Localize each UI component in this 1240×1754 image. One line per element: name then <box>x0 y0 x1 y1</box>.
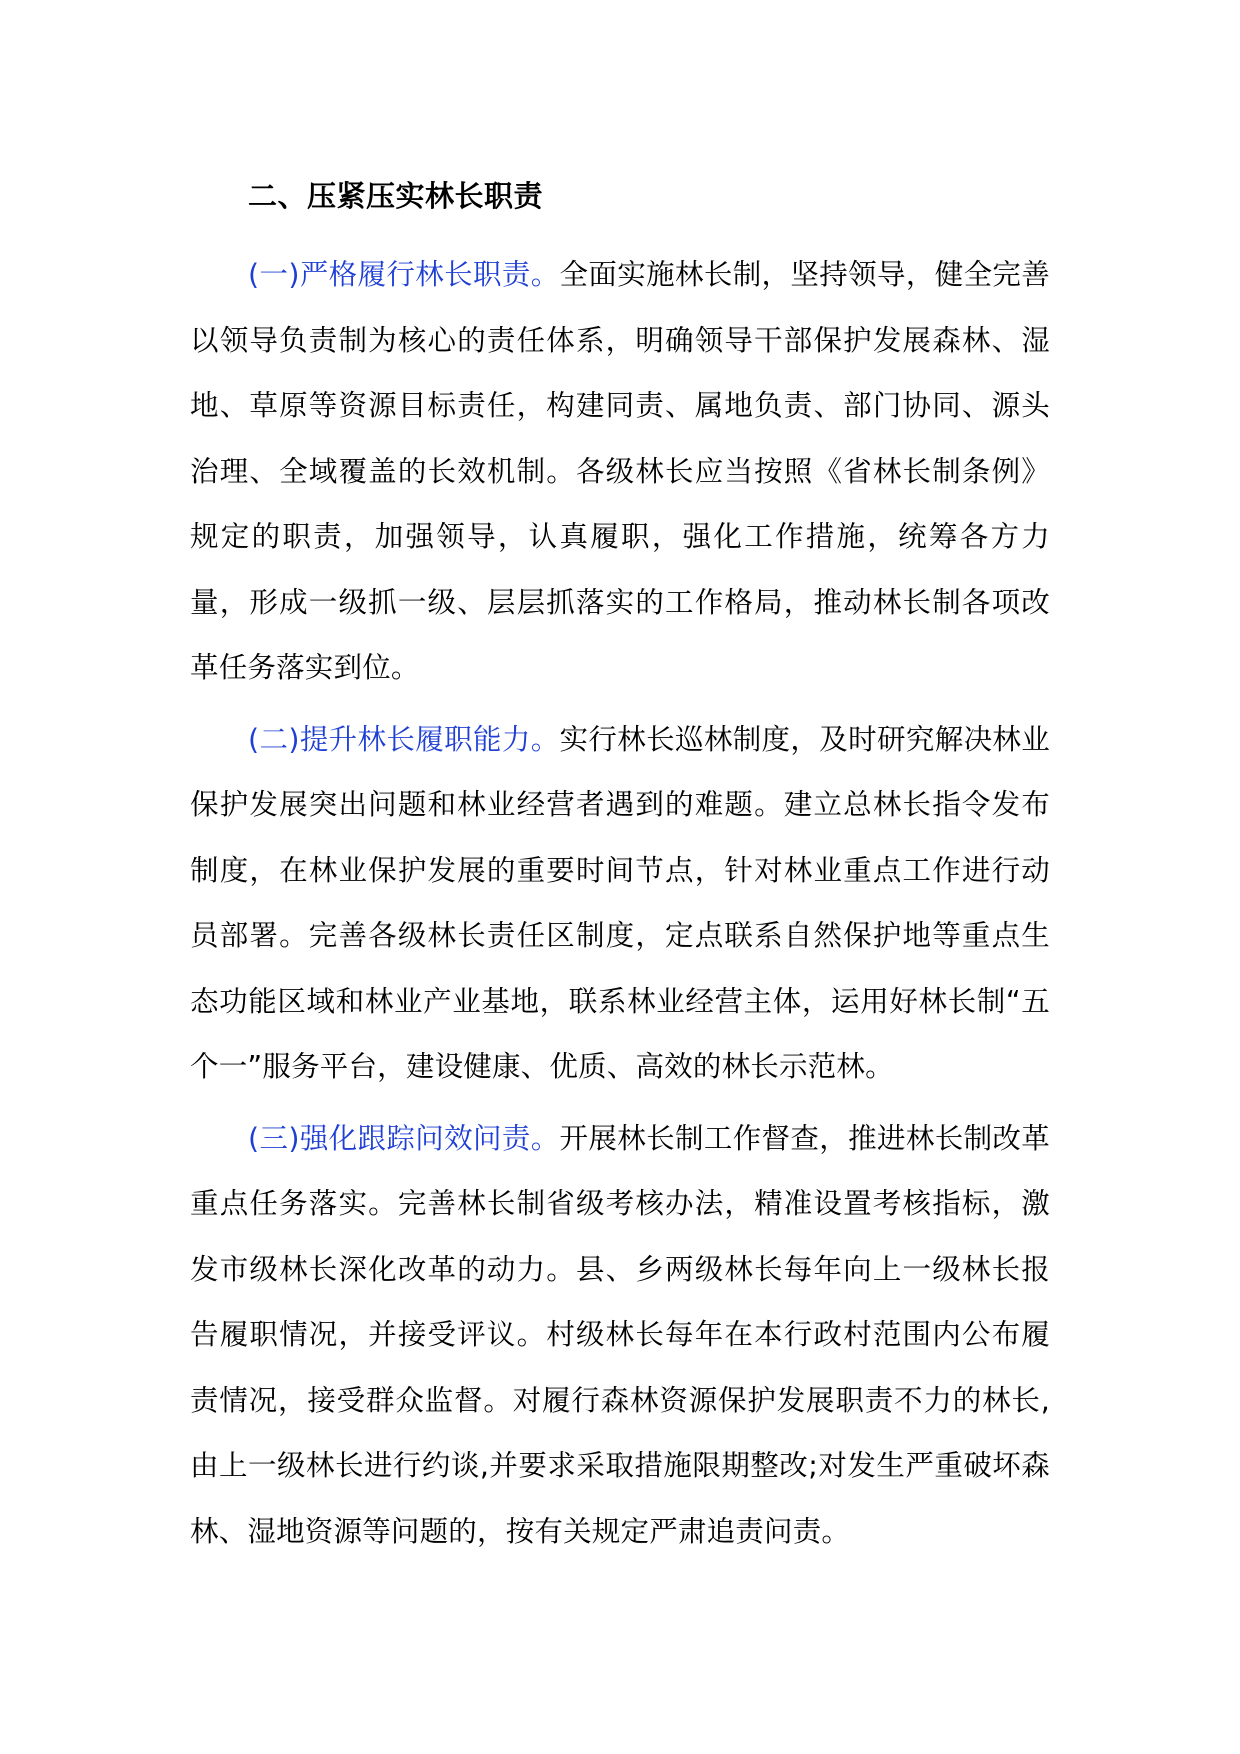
paragraph-1 <box>190 242 1050 701</box>
paragraph-3-text: 开展林长制工作督查，推进林长制改革重点任务落实。完善林长制省级考核办法，精准设置考核指标，激发市级林长深化改革的动力。县、乡两级林长每年向上一级林长报告履职情况，并接受评议。村级林长每年在本行政村范围内公布履责情况，接受群众监督。对履行森林资源保护发展职责不力的林长,由上一级林长进行约谈,并要求采取措施限期整改;对发生严重破坏森林、湿地资源等问题的，按有关规定严肃追责问责。 <box>190 1121 1050 1548</box>
paragraph-1-text: 全面实施林长制，坚持领导，健全完善以领导负责制为核心的责任体系，明确领导干部保护发展森林、湿地、草原等资源目标责任，构建同责、属地负责、部门协同、源头治理、全域覆盖的长效机制。各级林长应当按照《省林长制条例》规定的职责，加强领导，认真履职，强化工作措施，统筹各方力量，形成一级抓一级、层层抓落实的工作格局，推动林长制各项改革任务落实到位。 <box>190 258 1050 684</box>
paragraph-2 <box>190 707 1050 1100</box>
paragraph-2-text: 实行林长巡林制度，及时研究解决林业保护发展突出问题和林业经营者遇到的难题。建立总林长指令发布制度，在林业保护发展的重要时间节点，针对林业重点工作进行动员部署。完善各级林长责任区制度，定点联系自然保护地等重点生态功能区域和林业产业基地，联系林业经营主体，运用好林长制“五个一”服务平台，建设健康、优质、高效的林长示范林。 <box>190 722 1050 1083</box>
paragraph-1-lead: (一)严格履行林长职责。 <box>248 258 560 291</box>
paragraph-3-lead: (三)强化跟踪问效问责。 <box>248 1121 560 1155</box>
paragraph-2-lead: (二)提升林长履职能力。 <box>248 722 560 756</box>
section-heading: 二、压紧压实林长职责 <box>248 179 544 213</box>
document-page <box>190 170 1050 1570</box>
paragraph-3 <box>190 1106 1050 1565</box>
